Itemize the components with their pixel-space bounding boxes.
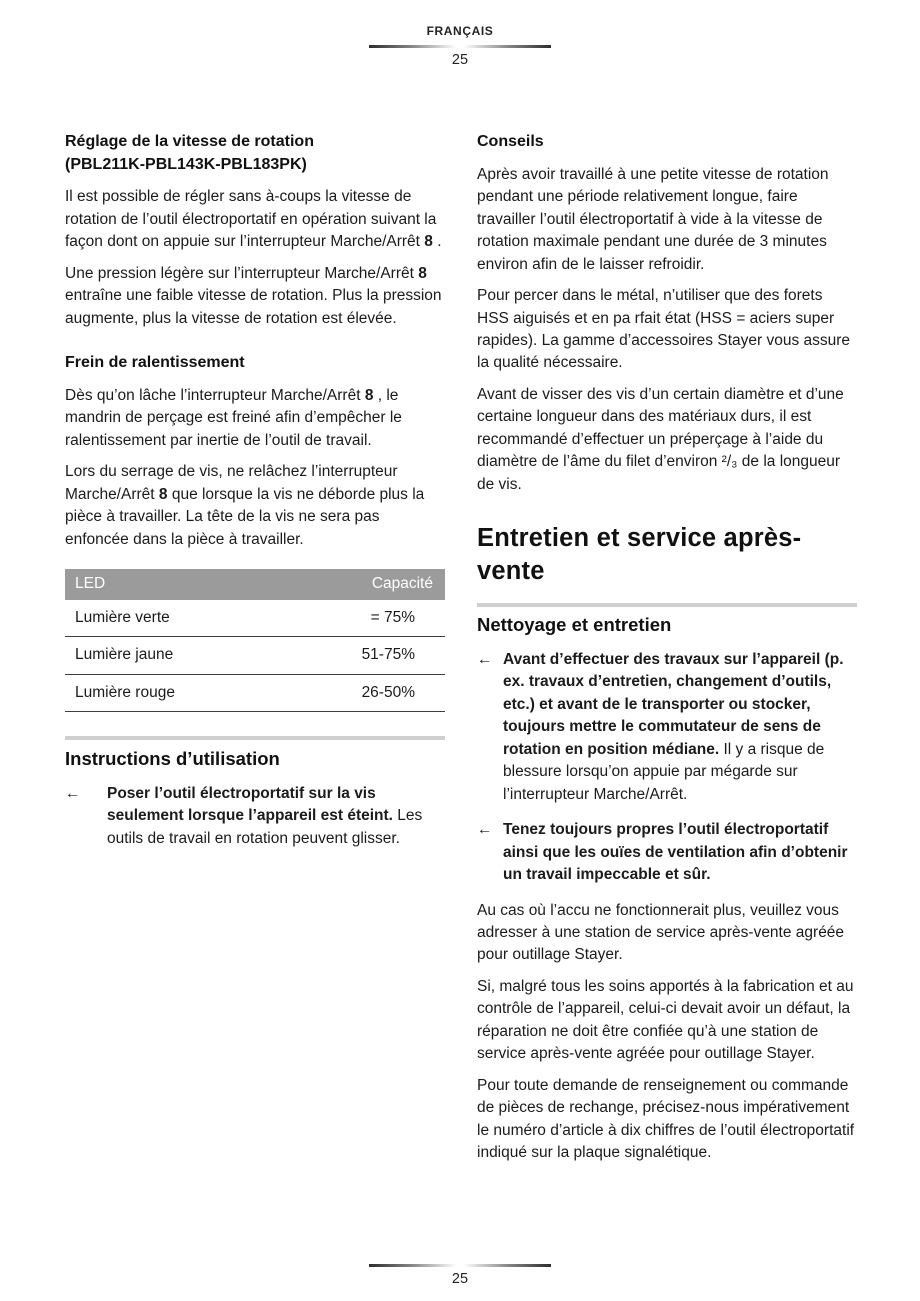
list-item-cleaning-1-text: Avant d’effectuer des travaux sur l’appareil (p. ex. travaux d’entretien, changement d’outils, etc.) et avant de le transporter ou stocker, toujours mettre le commutateur de sens de rotation en position médiane. Il y a risque de blessure lorsqu’on appuie par mégarde sur l’interrupteur Marche/Arrêt. [503,650,844,803]
table-row-yellow [65,637,445,674]
section-title-speed-models: (PBL211K-PBL143K-PBL183PK) [65,155,307,173]
cell-capacity-yellow: 51-75% [279,637,445,674]
right-column [477,131,857,1174]
table-header-row [65,569,445,599]
arrow-bullet-icon: ← [65,784,81,802]
cell-capacity-green: = 75% [279,600,445,637]
footer-divider-line [369,1264,551,1267]
cell-led-green: Lumière verte [65,600,279,637]
paragraph-speed-2: Une pression légère sur l’interrupteur Marche/Arrêt 8 entraîne une faible vitesse de rotation. Plus la pression augmente, plus la vitesse de rotation est élevée. [65,264,442,327]
left-column [65,131,445,1174]
paragraph-speed-1: Il est possible de régler sans à-coups la vitesse de rotation de l’outil électroportatif en opération suivant la façon dont on appuie sur l’interrupteur Marche/Arrêt 8 . [65,188,442,251]
paragraph-brake-1: Dès qu’on lâche l’interrupteur Marche/Arrêt 8 , le mandrin de perçage est freiné afin d’empêcher le ralentissement par inertie de l’outil de travail. [65,386,402,449]
page-footer [0,1264,920,1287]
content-columns [65,131,857,1174]
arrow-bullet-icon: ← [477,821,493,839]
paragraph-tips-1: Après avoir travaillé à une petite vitesse de rotation pendant une période relativement longue, faire travailler l’outil électroportatif à vide à la vitesse de rotation maximale pendant une durée de 3 minutes environ afin de le laisser refroidir. [477,165,829,273]
arrow-bullet-icon: ← [477,650,493,668]
paragraph-tips-2: Pour percer dans le métal, n’utiliser que des forets HSS aiguisés et en pa rfait état (HSS = aciers super rapides). La gamme d’accessoires Stayer vous assure la qualité nécessaire. [477,287,851,372]
cell-led-yellow: Lumière jaune [65,637,279,674]
table-row-red [65,674,445,711]
list-item-cleaning-1 [477,649,857,806]
section-title-brake: Frein de ralentissement [65,354,245,372]
header-page-number: 25 [451,52,469,68]
footer-page-number: 25 [451,1271,469,1287]
paragraph-service-3: Pour toute demande de renseignement ou commande de pièces de rechange, précisez-nous impérativement le numéro d’article à dix chiffres de l’outil électroportatif indiqué sur la plaque signalétique. [477,1076,855,1162]
paragraph-service-2: Si, malgré tous les soins apportés à la fabrication et au contrôle de l’appareil, celui-ci devait avoir un défaut, la réparation ne doit être confiée qu’à une station de service après-vente agréée pour outillage Stayer. [477,977,854,1063]
paragraph-service-1: Au cas où l’accu ne fonctionnerait plus, veuillez vous adresser à une station de service après-vente agréée pour outillage Stayer. [477,901,845,964]
column-header-capacity: Capacité [279,569,445,599]
language-label: FRANÇAIS [426,24,494,38]
paragraph-tips-3: Avant de visser des vis d’un certain diamètre et d’une certaine longueur dans des matériaux durs, il est recommandé d’effectuer un préperçage à l’aide du diamètre de l’âme du filet d’environ ²/₃ de la longueur de vis. [477,385,844,493]
list-item-usage-text: Poser l’outil électroportatif sur la vis seulement lorsque l’appareil est éteint. Les outils de travail en rotation peuvent glisser. [107,784,423,847]
section-divider [65,736,445,740]
page-header [0,24,920,68]
list-item-cleaning-2-text: Tenez toujours propres l’outil électroportatif ainsi que les ouïes de ventilation afin d’obtenir un travail impeccable et sûr. [503,821,848,884]
section-title-speed-regulation [65,131,445,176]
header-divider-line [369,45,551,48]
cell-led-red: Lumière rouge [65,674,279,711]
list-item-usage [65,783,445,850]
section-title-speed-line1: Réglage de la vitesse de rotation [65,133,314,150]
paragraph-brake-2: Lors du serrage de vis, ne relâchez l’interrupteur Marche/Arrêt 8 que lorsque la vis ne déborde plus la pièce à travailler. La tête de la vis ne sera pas enfoncée dans la pièce à travailler. [65,463,425,548]
list-item-cleaning-2 [477,819,857,886]
chapter-title-maintenance-service: Entretien et service après-vente [477,524,802,585]
section-divider [477,603,857,607]
column-header-led: LED [65,569,279,599]
table-row-green [65,600,445,637]
section-title-tips: Conseils [477,133,544,150]
cell-capacity-red: 26-50% [279,674,445,711]
section-title-usage-instructions: Instructions d’utilisation [65,748,280,770]
section-title-cleaning: Nettoyage et entretien [477,614,672,636]
led-capacity-table [65,569,445,712]
